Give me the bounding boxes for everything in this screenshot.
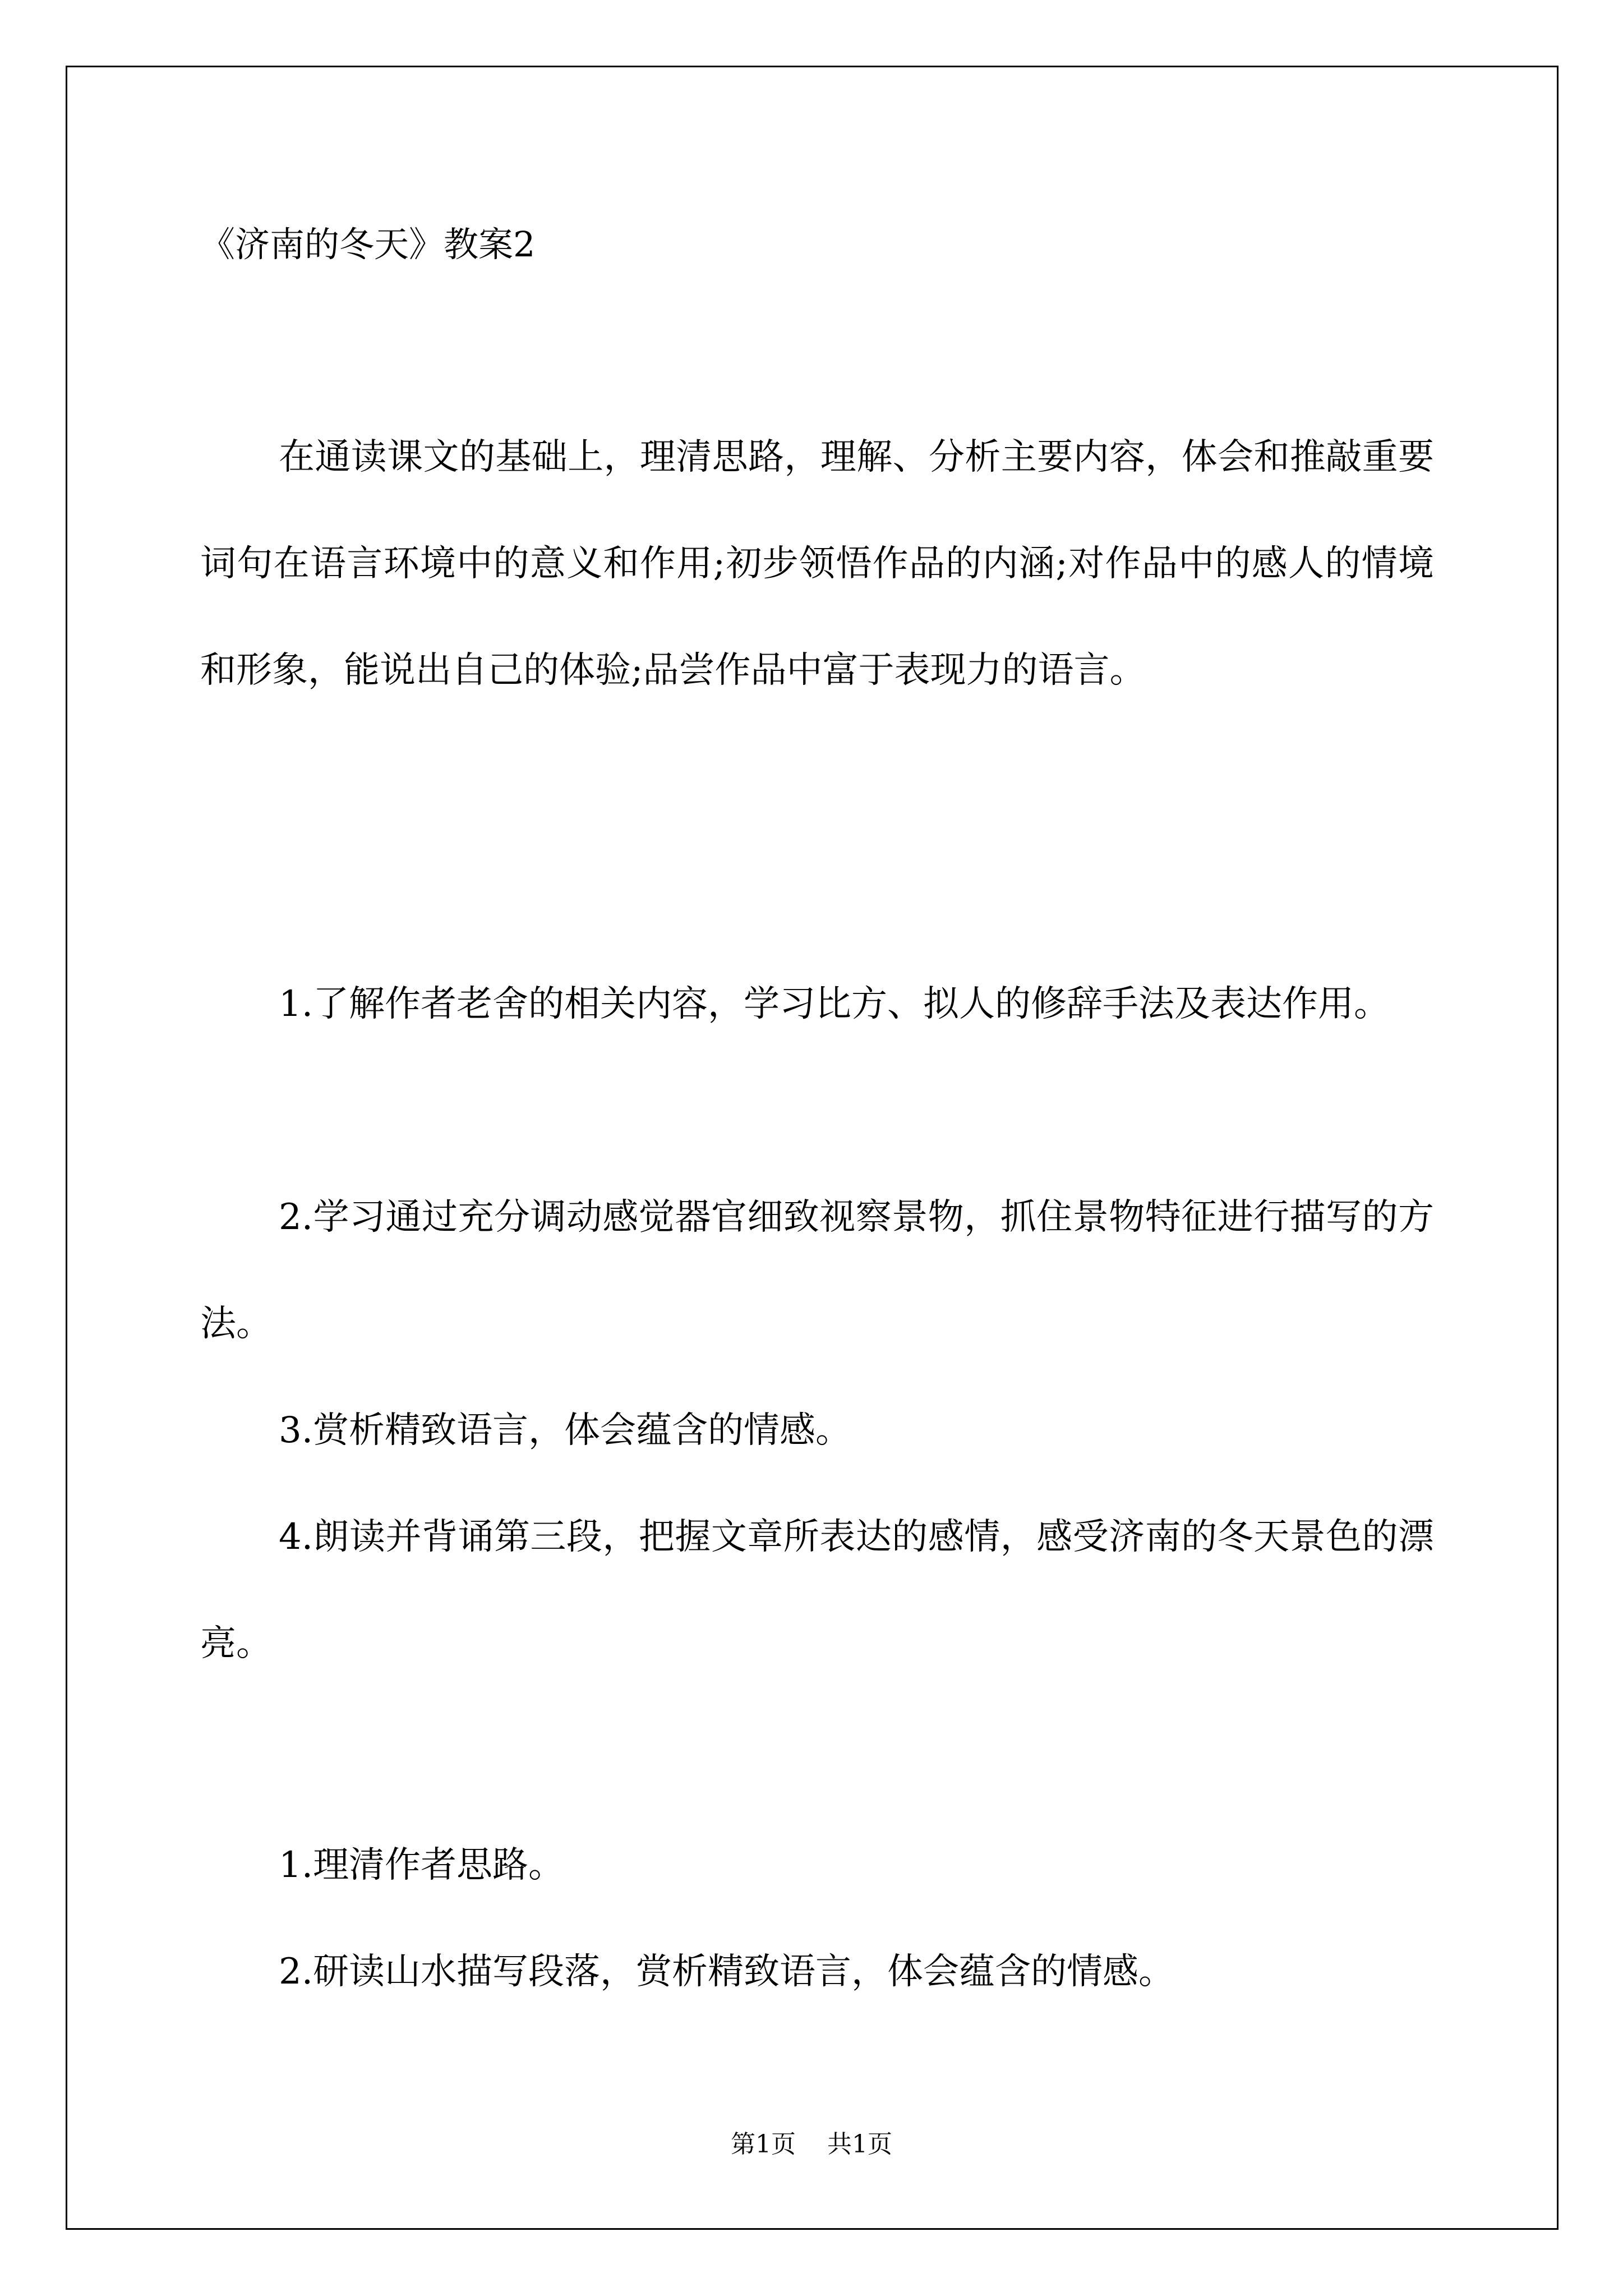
paragraph-objectives: 在通读课文的基础上，理清思路，理解、分析主要内容，体会和推敲重要词句在语言环境中的意义和作用;初步领悟作品的内涵;对作品中的感人的情境和形象，能说出自己的体验;品尝作品中富于表现力的语言。	[200, 436, 1434, 691]
document-title: 《济南的冬天》教案2	[200, 224, 536, 265]
paragraph-key-2: 2.研读山水描写段落，赏析精致语言，体会蕴含的情感。	[279, 1951, 1175, 1993]
paragraph-goal-2: 2.学习通过充分调动感觉器官细致视察景物，抓住景物特征进行描写的方法。	[200, 1197, 1434, 1345]
paragraph-key-1: 1.理清作者思路。	[279, 1844, 565, 1886]
paragraph-goal-3: 3.赏析精致语言，体会蕴含的情感。	[279, 1410, 852, 1451]
paragraph-goal-4: 4.朗读并背诵第三段，把握文章所表达的感情，感受济南的冬天景色的漂亮。	[200, 1516, 1434, 1664]
page-footer	[0, 2129, 1623, 2160]
page-number-current: 第1页	[731, 2130, 796, 2159]
page-number-total: 共1页	[827, 2130, 892, 2159]
paragraph-goal-1: 1.了解作者老舍的相关内容，学习比方、拟人的修辞手法及表达作用。	[279, 983, 1390, 1025]
